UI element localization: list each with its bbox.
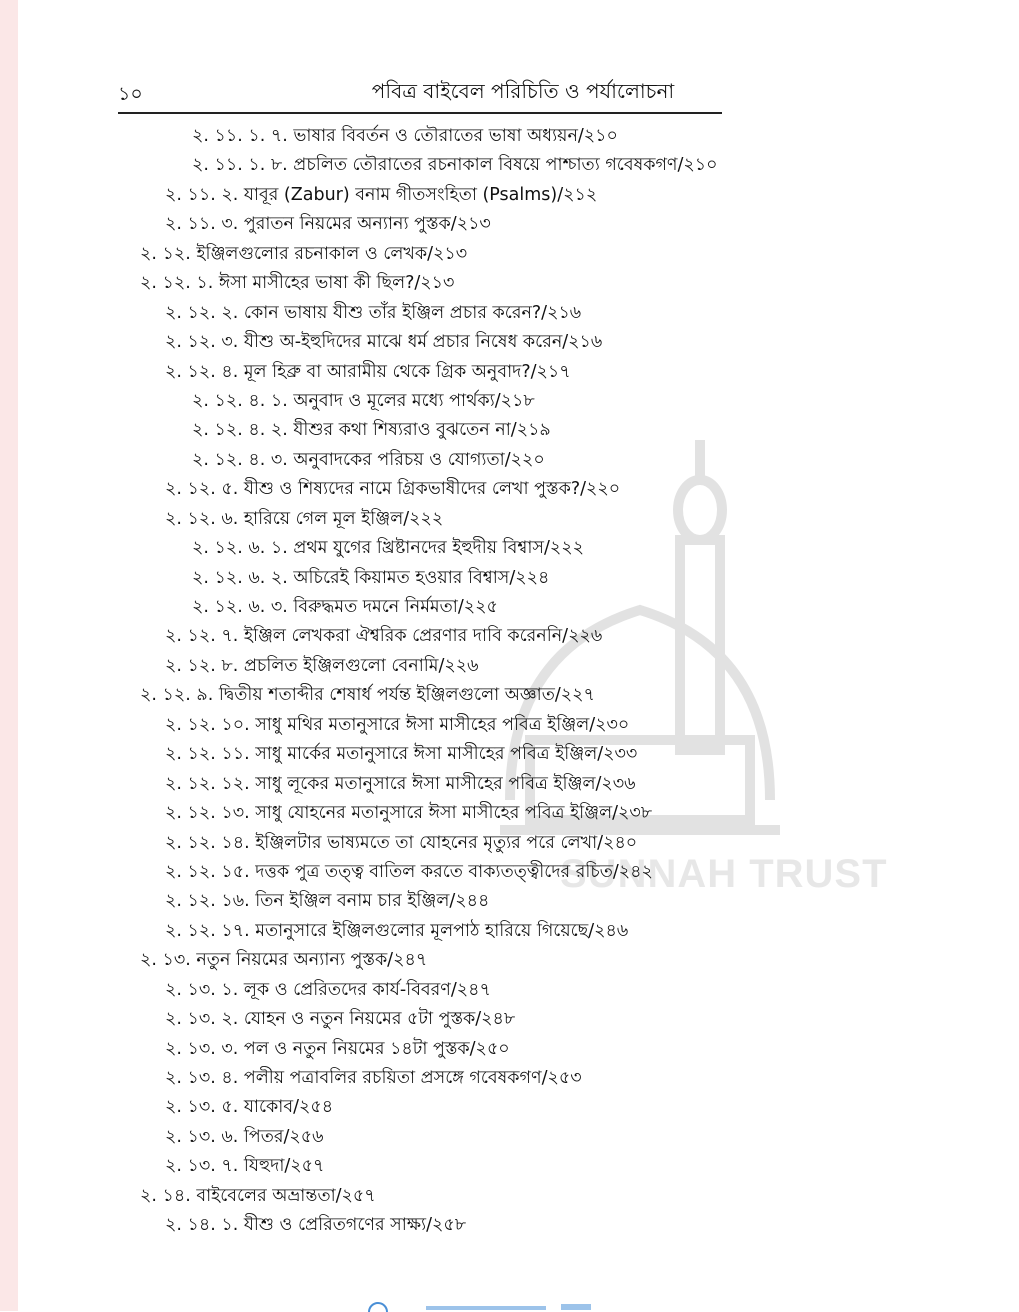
toc-entry: ২. ১৩. ১. লূক ও প্রেরিতদের কার্য-বিবরণ/২৪৭ bbox=[165, 979, 491, 1000]
toc-entry: ২. ১২. ৯. দ্বিতীয় শতাব্দীর শেষার্ধ পর্যন্ত ইঞ্জিলগুলো অজ্ঞাত/২২৭ bbox=[140, 685, 595, 706]
toc-entry: ২. ১২. ১৫. দত্তক পুত্র তত্ত্ব বাতিল করতে বাক্যতত্ত্বীদের রচিত/২৪২ bbox=[165, 861, 653, 882]
toc-entry: ২. ১২. ৪. ২. যীশুর কথা শিষ্যরাও বুঝতেন না/২১৯ bbox=[192, 420, 551, 441]
toc-entry: ২. ১১. ১. ৭. ভাষার বিবর্তন ও তৌরাতের ভাষা অধ্যয়ন/২১০ bbox=[192, 126, 618, 146]
toc-entry: ২. ১২. ৬. ৩. বিরুদ্ধমত দমনে নির্মমতা/২২৫ bbox=[192, 597, 498, 617]
toc-entry: ২. ১২. ৮. প্রচলিত ইঞ্জিলগুলো বেনামি/২২৬ bbox=[165, 655, 479, 676]
toc-entry: ২. ১৪. ১. যীশু ও প্রেরিতগণের সাক্ষ্য/২৫৮ bbox=[165, 1215, 467, 1236]
toc-entry: ২. ১৩. ২. যোহন ও নতুন নিয়মের ৫টা পুস্তক/২৪৮ bbox=[165, 1009, 516, 1030]
toc-entry: ২. ১২. ৬. হারিয়ে গেল মূল ইঞ্জিল/২২২ bbox=[165, 508, 444, 529]
toc-entry: ২. ১২. ১৪. ইঞ্জিলটার ভাষ্যমতে তা যোহনের মৃত্যুর পরে লেখা/২৪০ bbox=[165, 832, 638, 853]
toc-entry: ২. ১২. ৩. যীশু অ-ইহুদিদের মাঝে ধর্ম প্রচার নিষেধ করেন/২১৬ bbox=[165, 332, 603, 353]
toc-entry: ২. ১২. ১. ঈসা মাসীহের ভাষা কী ছিল?/২১৩ bbox=[140, 273, 455, 294]
toc-entry: ২. ১২. ১৩. সাধু যোহনের মতানুসারে ঈসা মাসীহের পবিত্র ইঞ্জিল/২৩৮ bbox=[165, 803, 653, 824]
toc-entry: ২. ১২. ৬. ২. অচিরেই কিয়ামত হওয়ার বিশ্বাস/২২৪ bbox=[192, 567, 550, 588]
toc-entry: ২. ১১. ২. যাবূর (Zabur) বনাম গীতসংহিতা (Psalms)/২১২ bbox=[165, 184, 598, 205]
table-of-contents bbox=[0, 122, 1019, 1241]
toc-entry: ২. ১২. ৪. ১. অনুবাদ ও মূলের মধ্যে পার্থক্য/২১৮ bbox=[192, 390, 535, 411]
page-number: ১০ bbox=[118, 83, 143, 105]
toc-entry: ২. ১৩. ৫. যাকোব/২৫৪ bbox=[165, 1097, 334, 1118]
watermark-text: SUNNAH TRUST bbox=[560, 852, 888, 896]
page-header bbox=[118, 72, 722, 114]
toc-entry: ২. ১২. ১০. সাধু মথির মতানুসারে ঈসা মাসীহের পবিত্র ইঞ্জিল/২৩০ bbox=[165, 714, 630, 735]
toc-entry: ২. ১২. ৪. মূল হিব্রু বা আরামীয় থেকে গ্রিক অনুবাদ?/২১৭ bbox=[165, 361, 571, 382]
toc-entry: ২. ১২. ইঞ্জিলগুলোর রচনাকাল ও লেখক/২১৩ bbox=[140, 243, 468, 264]
toc-entry: ২. ১২. ৬. ১. প্রথম যুগের খ্রিষ্টানদের ইহুদীয় বিশ্বাস/২২২ bbox=[192, 538, 584, 559]
toc-entry: ২. ১২. ১১. সাধু মার্কের মতানুসারে ঈসা মাসীহের পবিত্র ইঞ্জিল/২৩৩ bbox=[165, 744, 638, 765]
toc-entry: ২. ১৩. ৩. পল ও নতুন নিয়মের ১৪টা পুস্তক/২৫০ bbox=[165, 1038, 510, 1059]
toc-entry: ২. ১২. ১২. সাধু লূকের মতানুসারে ঈসা মাসীহের পবিত্র ইঞ্জিল/২৩৬ bbox=[165, 773, 636, 794]
toc-entry: ২. ১৩. নতুন নিয়মের অন্যান্য পুস্তক/২৪৭ bbox=[140, 950, 428, 971]
toc-entry: ২. ১৩. ৬. পিতর/২৫৬ bbox=[165, 1126, 324, 1147]
toc-entry: ২. ১২. ১৭. মতানুসারে ইঞ্জিলগুলোর মূলপাঠ হারিয়ে গিয়েছে/২৪৬ bbox=[165, 920, 629, 941]
toc-entry: ২. ১৩. ৪. পলীয় পত্রাবলির রচয়িতা প্রসঙ্গে গবেষকগণ/২৫৩ bbox=[165, 1068, 582, 1088]
toc-entry: ২. ১২. ৭. ইঞ্জিল লেখকরা ঐশ্বরিক প্রেরণার দাবি করেননি/২২৬ bbox=[165, 626, 603, 647]
toc-entry: ২. ১৪. বাইবেলের অভ্রান্ততা/২৫৭ bbox=[140, 1185, 376, 1206]
toc-entry: ২. ১২. ১৬. তিন ইঞ্জিল বনাম চার ইঞ্জিল/২৪৪ bbox=[165, 891, 490, 912]
toc-entry: ২. ১২. ৪. ৩. অনুবাদকের পরিচয় ও যোগ্যতা/২২০ bbox=[192, 449, 545, 470]
book-title: পবিত্র বাইবেল পরিচিতি ও পর্যালোচনা bbox=[371, 79, 675, 103]
toc-entry: ২. ১৩. ৭. যিহুদা/২৫৭ bbox=[165, 1156, 325, 1177]
toc-entry: ২. ১১. ৩. পুরাতন নিয়মের অন্যান্য পুস্তক/২১৩ bbox=[165, 214, 491, 235]
toc-entry: ২. ১১. ১. ৮. প্রচলিত তৌরাতের রচনাকাল বিষয়ে পাশ্চাত্য গবেষকগণ/২১০ bbox=[192, 155, 718, 176]
toc-entry: ২. ১২. ২. কোন ভাষায় যীশু তাঁর ইঞ্জিল প্রচার করেন?/২১৬ bbox=[165, 302, 582, 323]
bottom-logo-fragment bbox=[366, 1300, 596, 1312]
toc-entry: ২. ১২. ৫. যীশু ও শিষ্যদের নামে গ্রিকভাষীদের লেখা পুস্তক?/২২০ bbox=[165, 479, 621, 500]
